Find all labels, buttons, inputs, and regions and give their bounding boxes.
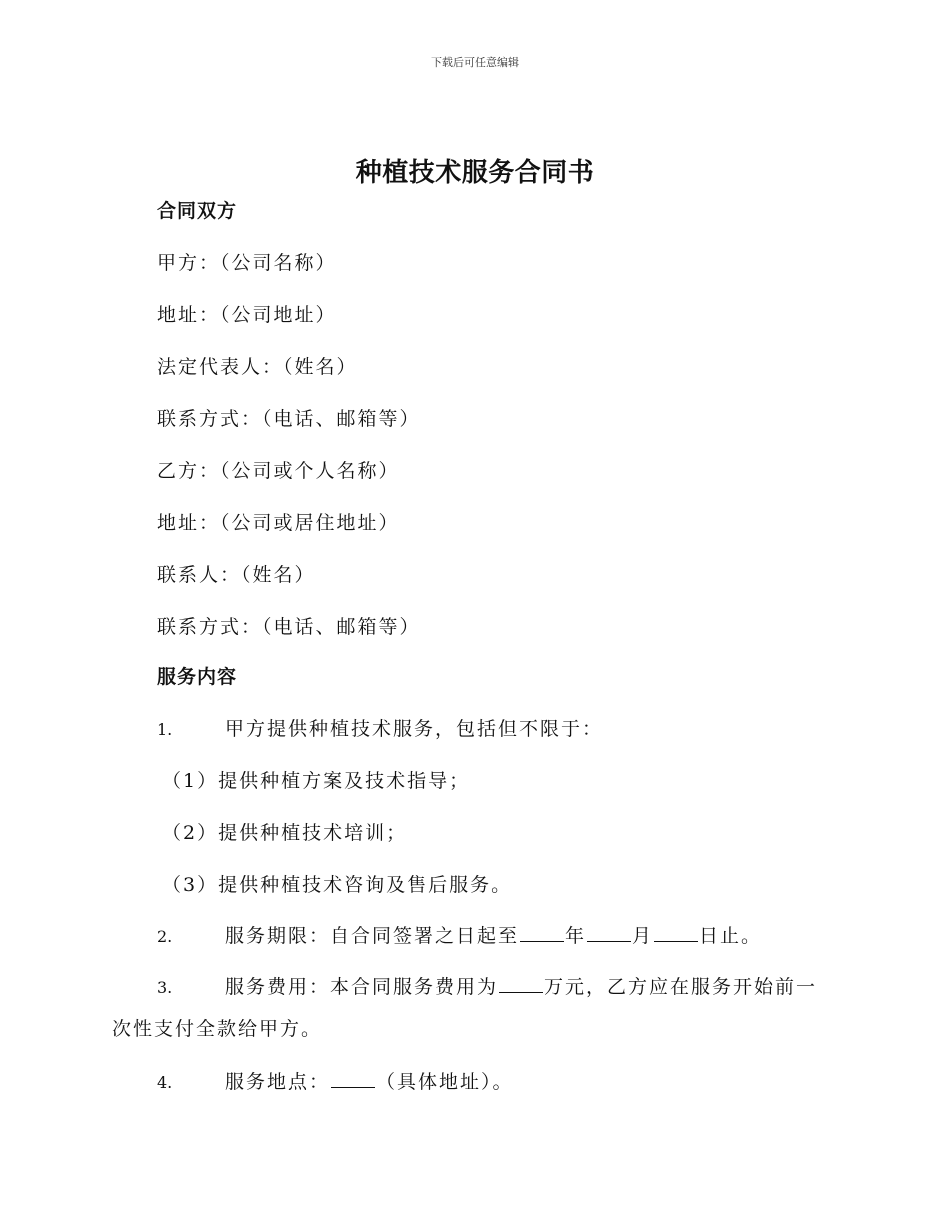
item-2-text-a: 服务期限：自合同签署之日起至 xyxy=(225,925,520,947)
item-4-text-b: （具体地址）。 xyxy=(376,1071,514,1093)
party-a-legal-rep: 法定代表人：（姓名） xyxy=(157,356,358,378)
item-2-number: 2. xyxy=(157,927,173,946)
header-note: 下载后可任意编辑 xyxy=(431,56,519,69)
party-b-name: 乙方：（公司或个人名称） xyxy=(157,460,400,482)
section-heading-service: 服务内容 xyxy=(157,666,238,688)
item-4-number: 4. xyxy=(157,1073,173,1092)
item-3-text-a: 服务费用：本合同服务费用为 xyxy=(225,976,499,998)
party-b-contact-person: 联系人：（姓名） xyxy=(157,564,316,586)
item-2 xyxy=(157,923,762,950)
item-2-year: 年 xyxy=(565,925,587,947)
item-3 xyxy=(157,974,817,1001)
item-1-number: 1. xyxy=(157,720,173,739)
item-1 xyxy=(157,716,603,743)
party-b-address: 地址：（公司或居住地址） xyxy=(157,512,400,534)
party-b-contact: 联系方式：（电话、邮箱等） xyxy=(157,616,421,638)
item-2-month: 月 xyxy=(632,925,654,947)
item-3-number: 3. xyxy=(157,978,173,997)
item-4-text-a: 服务地点： xyxy=(225,1071,331,1093)
party-a-contact: 联系方式：（电话、邮箱等） xyxy=(157,408,421,430)
item-2-month-blank xyxy=(587,923,631,942)
item-4 xyxy=(157,1069,514,1096)
party-a-address: 地址：（公司地址） xyxy=(157,304,337,326)
item-1-text: 甲方提供种植技术服务，包括但不限于： xyxy=(225,718,604,740)
item-3-text-b: 万元，乙方应在服务开始前一 xyxy=(544,976,818,998)
section-heading-parties: 合同双方 xyxy=(157,200,238,222)
item-3-fee-blank xyxy=(499,974,543,993)
party-a-name: 甲方：（公司名称） xyxy=(157,252,337,274)
item-3-continuation: 次性支付全款给甲方。 xyxy=(112,1018,323,1040)
item-1-sub-1: （1）提供种植方案及技术指导； xyxy=(162,770,471,792)
item-2-year-blank xyxy=(520,923,564,942)
item-1-sub-3: （3）提供种植技术咨询及售后服务。 xyxy=(162,874,513,896)
item-2-day-blank xyxy=(654,923,698,942)
item-4-address-blank xyxy=(331,1069,375,1088)
document-title: 种植技术服务合同书 xyxy=(355,158,595,188)
item-2-text-b: 日止。 xyxy=(699,925,763,947)
item-1-sub-2: （2）提供种植技术培训； xyxy=(162,822,408,844)
